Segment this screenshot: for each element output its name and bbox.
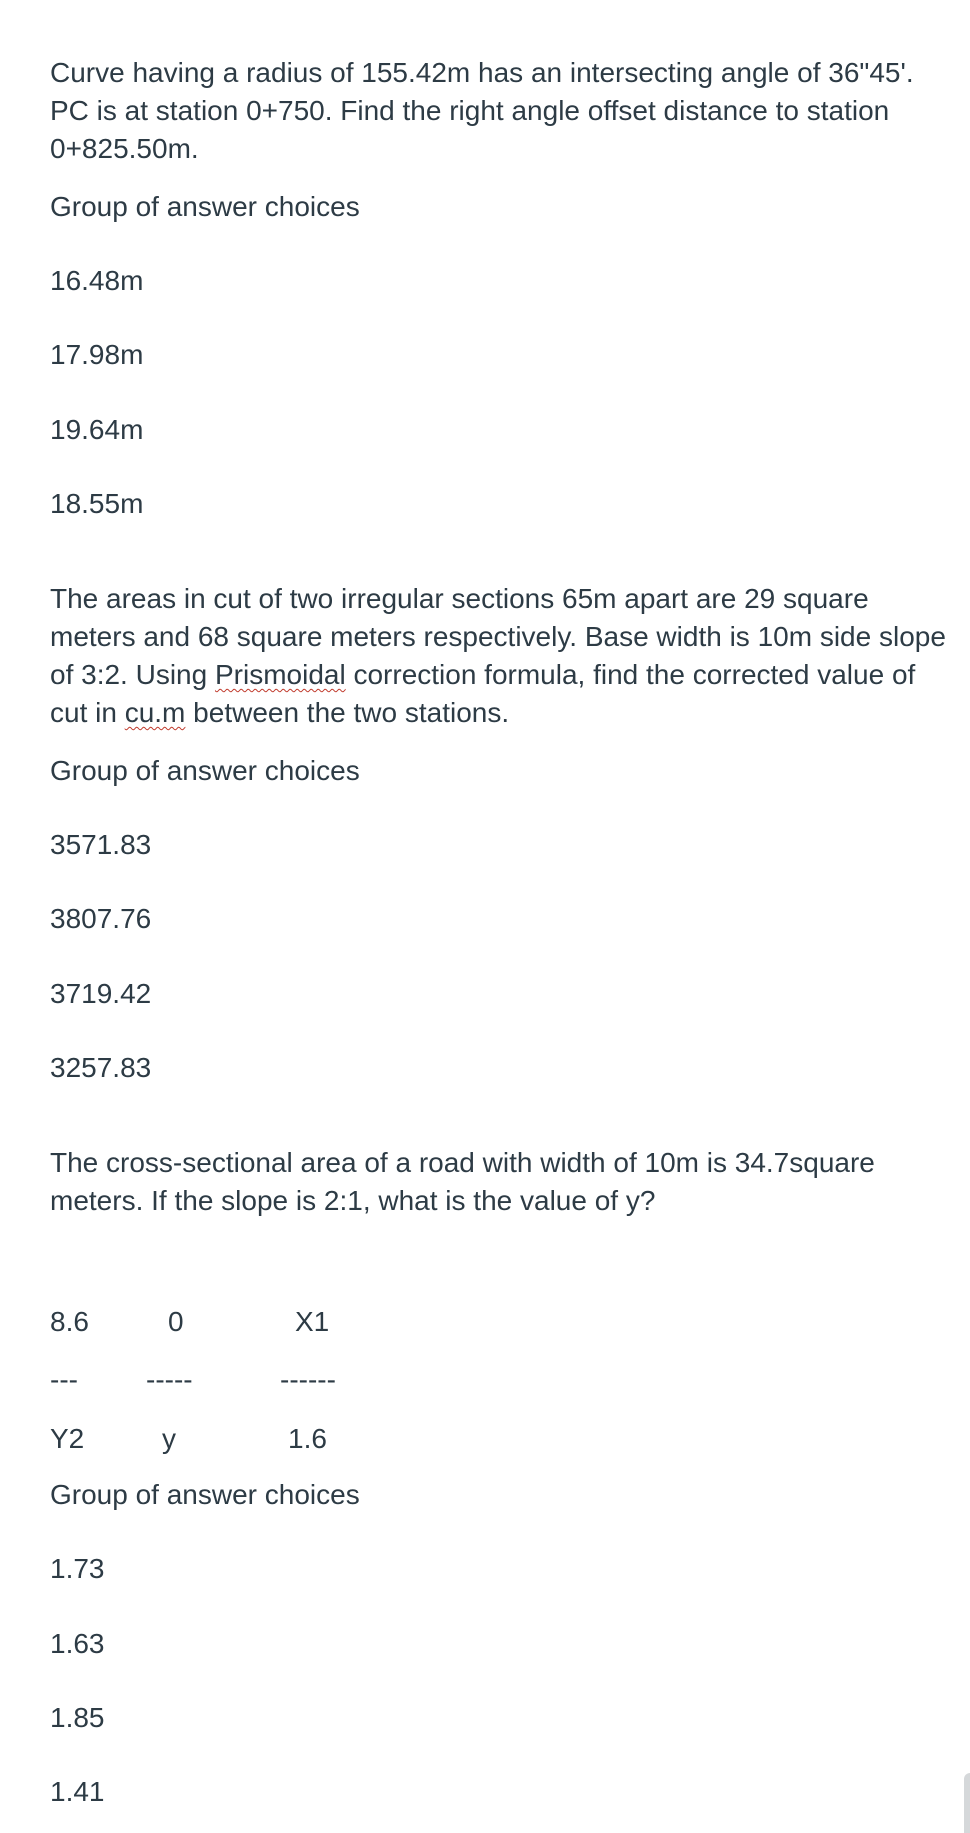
question-3-choice-3[interactable]: 1.85 — [50, 1702, 105, 1733]
table-cell-r2c2: ----- — [146, 1364, 193, 1395]
question-1-choice-4[interactable]: 18.55m — [50, 488, 144, 519]
question-2-text-prismoidal: Prismoidal — [214, 659, 346, 690]
question-3 — [50, 1144, 960, 1220]
table-cell-r3c2: y — [162, 1423, 176, 1454]
table-cell-r1c1: 8.6 — [50, 1306, 89, 1337]
question-2-text-c: correction formula, find the corrected value of cut in — [50, 659, 916, 728]
question-2-choice-3[interactable]: 3719.42 — [50, 978, 152, 1009]
question-1 — [50, 54, 960, 168]
question-3-choice-1[interactable]: 1.73 — [50, 1553, 105, 1584]
table-cell-r2c1: --- — [50, 1364, 78, 1395]
question-1-choice-3[interactable]: 19.64m — [50, 414, 144, 445]
table-cell-r1c3: X1 — [295, 1306, 330, 1337]
table-cell-r1c2: 0 — [168, 1306, 184, 1337]
table-cell-r2c3: ------ — [280, 1364, 336, 1395]
question-2 — [50, 580, 960, 732]
question-2-choice-4[interactable]: 3257.83 — [50, 1052, 152, 1083]
question-1-choice-2[interactable]: 17.98m — [50, 339, 144, 370]
question-3-choice-4[interactable]: 1.41 — [50, 1776, 105, 1807]
question-2-choice-2[interactable]: 3807.76 — [50, 903, 152, 934]
question-2-text-e: between the two stations. — [185, 697, 510, 728]
question-1-group-label: Group of answer choices — [50, 191, 360, 222]
question-2-group-label: Group of answer choices — [50, 755, 360, 786]
question-2-choice-1[interactable]: 3571.83 — [50, 829, 152, 860]
question-1-choice-1[interactable]: 16.48m — [50, 265, 144, 296]
question-3-group-label: Group of answer choices — [50, 1479, 360, 1510]
scrollbar-edge[interactable] — [964, 1773, 970, 1833]
question-3-text: The cross-sectional area of a road with width of 10m is 34.7square meters. If the slope is 2:1, what is the value of y? — [50, 1147, 875, 1216]
question-2-text-a: The areas in cut of two irregular sections 65m apart are 29 square meters and 68 square meters respectively. Base width is 10m side slope of 3:2. Using — [50, 583, 946, 690]
table-cell-r3c3: 1.6 — [288, 1423, 327, 1454]
table-cell-r3c1: Y2 — [50, 1423, 85, 1454]
question-1-text: Curve having a radius of 155.42m has an intersecting angle of 36"45'. PC is at station 0+750. Find the right angle offset distance to station 0+825.50m. — [50, 57, 914, 164]
question-3-choice-2[interactable]: 1.63 — [50, 1628, 105, 1659]
question-2-text — [50, 580, 960, 732]
question-2-text-cum: cu.m — [124, 697, 186, 728]
